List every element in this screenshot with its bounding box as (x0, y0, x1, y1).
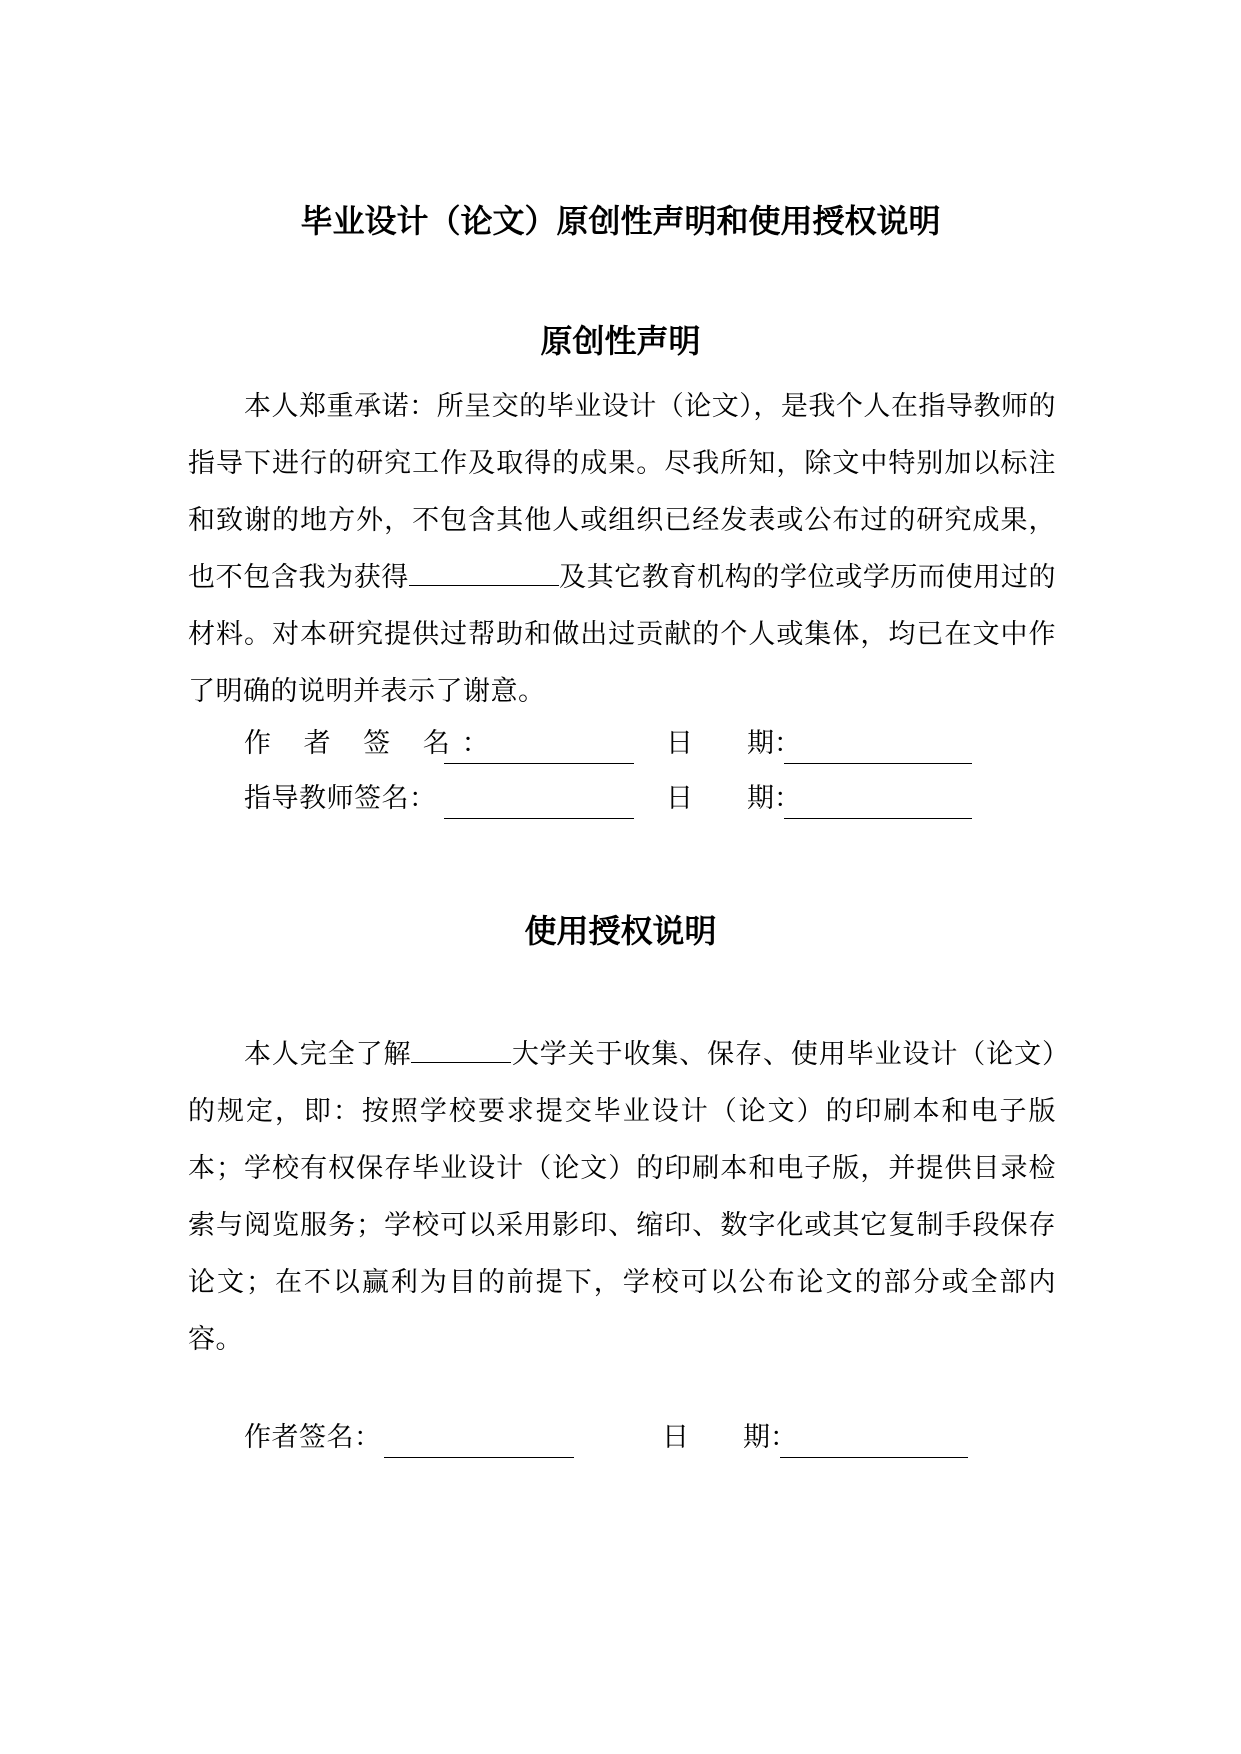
authorization-statement (188, 1026, 1056, 1368)
authorization-date-label: 日 期： (662, 1422, 797, 1453)
originality-text-part1: 本人郑重承诺：所呈交的毕业设计（论文），是我个人在指导教师的指导下进行的研究工作及取得的成果。尽我所知，除文中特别加以标注和致谢的地方外，不包含其他人或组织已经发表或公布过的研究成果，也不包含我为获得 (188, 391, 1056, 593)
advisor-signature-label: 指导教师签名： (244, 783, 437, 814)
authorization-author-field[interactable] (384, 1427, 574, 1458)
degree-blank-field[interactable] (409, 561, 559, 586)
authorization-text-part2: 大学关于收集、保存、使用毕业设计（论文）的规定，即：按照学校要求提交毕业设计（论文）的印刷本和电子版本；学校有权保存毕业设计（论文）的印刷本和电子版，并提供目录检索与阅览服务；学校可以采用影印、缩印、数字化或其它复制手段保存论文；在不以赢利为目的前提下，学校可以公布论文的部分或全部内容。 (188, 1039, 1057, 1355)
advisor-date-field[interactable] (784, 788, 972, 819)
author-signature-field[interactable] (444, 733, 634, 764)
university-blank-field[interactable] (411, 1038, 511, 1063)
authorization-author-label: 作者签名： (244, 1422, 382, 1453)
advisor-signature-row (244, 779, 972, 819)
author-signature-row (244, 724, 972, 764)
authorization-heading: 使用授权说明 (524, 912, 717, 950)
author-date-field[interactable] (784, 733, 972, 764)
authorization-signature-row (244, 1418, 968, 1458)
advisor-signature-field[interactable] (444, 788, 634, 819)
author-signature-label: 作 者 签 名： (244, 728, 501, 759)
originality-heading: 原创性声明 (540, 322, 701, 360)
originality-statement (188, 378, 1056, 720)
originality-text-part2: 及其它教育机构的学位或学历而使用过的材料。对本研究提供过帮助和做出过贡献的个人或集体，均已在文中作了明确的说明并表示了谢意。 (188, 562, 1057, 707)
author-date-label: 日 期： (666, 728, 801, 759)
authorization-date-field[interactable] (780, 1427, 968, 1458)
authorization-text-part1: 本人完全了解 (244, 1039, 412, 1070)
advisor-date-label: 日 期： (666, 783, 801, 814)
document-title: 毕业设计（论文）原创性声明和使用授权说明 (300, 202, 941, 240)
